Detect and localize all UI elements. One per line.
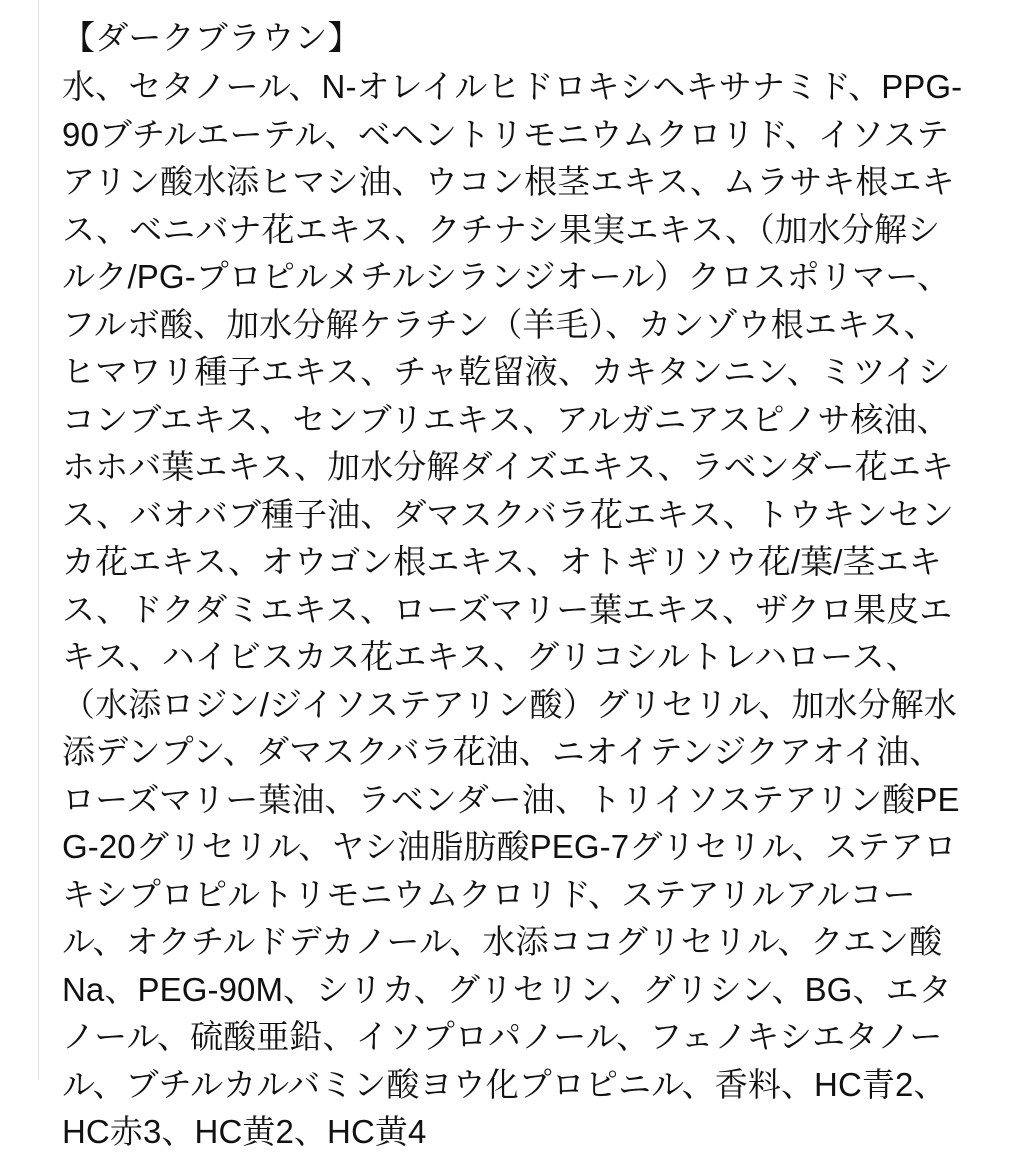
product-shade-heading: 【ダークブラウン】 <box>62 19 361 56</box>
document-content <box>62 14 964 1156</box>
ingredients-list-text: 水、セタノール、N-オレイルヒドロキシヘキサナミド、PPG-90ブチルエーテル、ベヘントリモニウムクロリド、イソステアリン酸水添ヒマシ油、ウコン根茎エキス、ムラサキ根エキス、ベニバナ花エキス、クチナシ果実エキス、（加水分解シルク/PG-プロピルメチルシランジオール）クロスポリマー、フルボ酸、加水分解ケラチン（羊毛）、カンゾウ根エキス、ヒマワリ種子エキス、チャ乾留液、カキタンニン、ミツイシコンブエキス、センブリエキス、アルガニアスピノサ核油、ホホバ葉エキス、加水分解ダイズエキス、ラベンダー花エキス、バオバブ種子油、ダマスクバラ花エキス、トウキンセンカ花エキス、オウゴン根エキス、オトギリソウ花/葉/茎エキス、ドクダミエキス、ローズマリー葉エキス、ザクロ果皮エキス、ハイビスカス花エキス、グリコシルトレハロース、（水添ロジン/ジイソステアリン酸）グリセリル、加水分解水添デンプン、ダマスクバラ花油、ニオイテンジクアオイ油、ローズマリー葉油、ラベンダー油、トリイソステアリン酸PEG-20グリセリル、ヤシ油脂肪酸PEG-7グリセリル、ステアロキシプロピルトリモニウムクロリド、ステアリルアルコール、オクチルドデカノール、水添ココグリセリル、クエン酸Na、PEG-90M、シリカ、グリセリン、グリシン、BG、エタノール、硫酸亜鉛、イソプロパノール、フェノキシエタノール、ブチルカルバミン酸ヨウ化プロピニル、香料、HC青2、HC赤3、HC黄2、HC黄4 <box>62 68 963 1150</box>
left-margin-rule <box>38 0 39 1080</box>
